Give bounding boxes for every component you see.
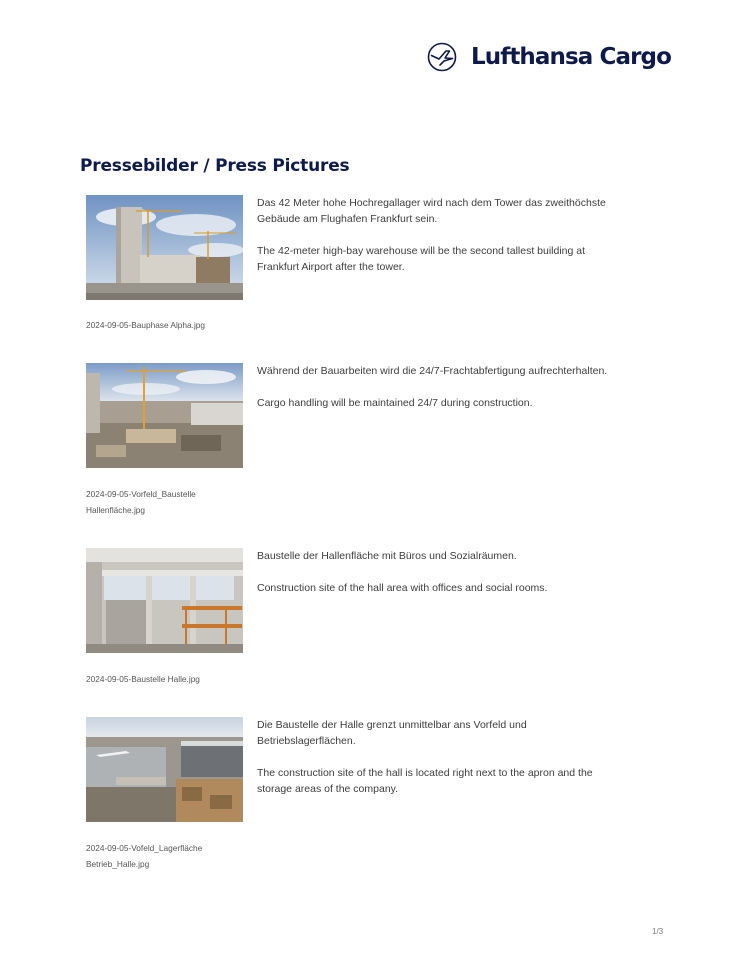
lufthansa-cargo-logo <box>427 42 671 72</box>
image-filename: 2024-09-05-Vofeld_Lagerfläche Betrieb_Halle.jpg <box>86 843 203 869</box>
page-title: Pressebilder / Press Pictures <box>80 156 350 176</box>
description-en: Construction site of the hall area with offices and social rooms. <box>257 582 548 594</box>
image-filename: 2024-09-05-Vorfeld_Baustelle Hallenfläche.jpg <box>86 489 196 515</box>
logo-wordmark: Lufthansa Cargo <box>471 44 672 70</box>
press-photo-baustelle-halle <box>86 548 243 653</box>
crane-icon <box>427 42 457 72</box>
description-en: The 42-meter high-bay warehouse will be the second tallest building at Frankfurt Airport after the tower. <box>257 245 586 273</box>
page-number: 1/3 <box>652 927 664 936</box>
description-de: Die Baustelle der Halle grenzt unmittelbar ans Vorfeld und Betriebslagerflächen. <box>257 719 527 747</box>
press-photo-bauphase-alpha <box>86 195 243 300</box>
press-photo-vorfeld-baustelle <box>86 363 243 468</box>
description-en: Cargo handling will be maintained 24/7 during construction. <box>257 397 533 409</box>
image-filename: 2024-09-05-Bauphase Alpha.jpg <box>86 320 206 330</box>
press-photo-vorfeld-lagerflaeche <box>86 717 243 822</box>
description-de: Das 42 Meter hohe Hochregallager wird nach dem Tower das zweithöchste Gebäude am Flughafen Frankfurt sein. <box>257 197 606 225</box>
description-de: Während der Bauarbeiten wird die 24/7-Frachtabfertigung aufrechterhalten. <box>257 365 608 377</box>
description-de: Baustelle der Hallenfläche mit Büros und Sozialräumen. <box>257 550 517 562</box>
image-filename: 2024-09-05-Baustelle Halle.jpg <box>86 674 200 684</box>
description-en: The construction site of the hall is located right next to the apron and the storage areas of the company. <box>257 767 593 795</box>
